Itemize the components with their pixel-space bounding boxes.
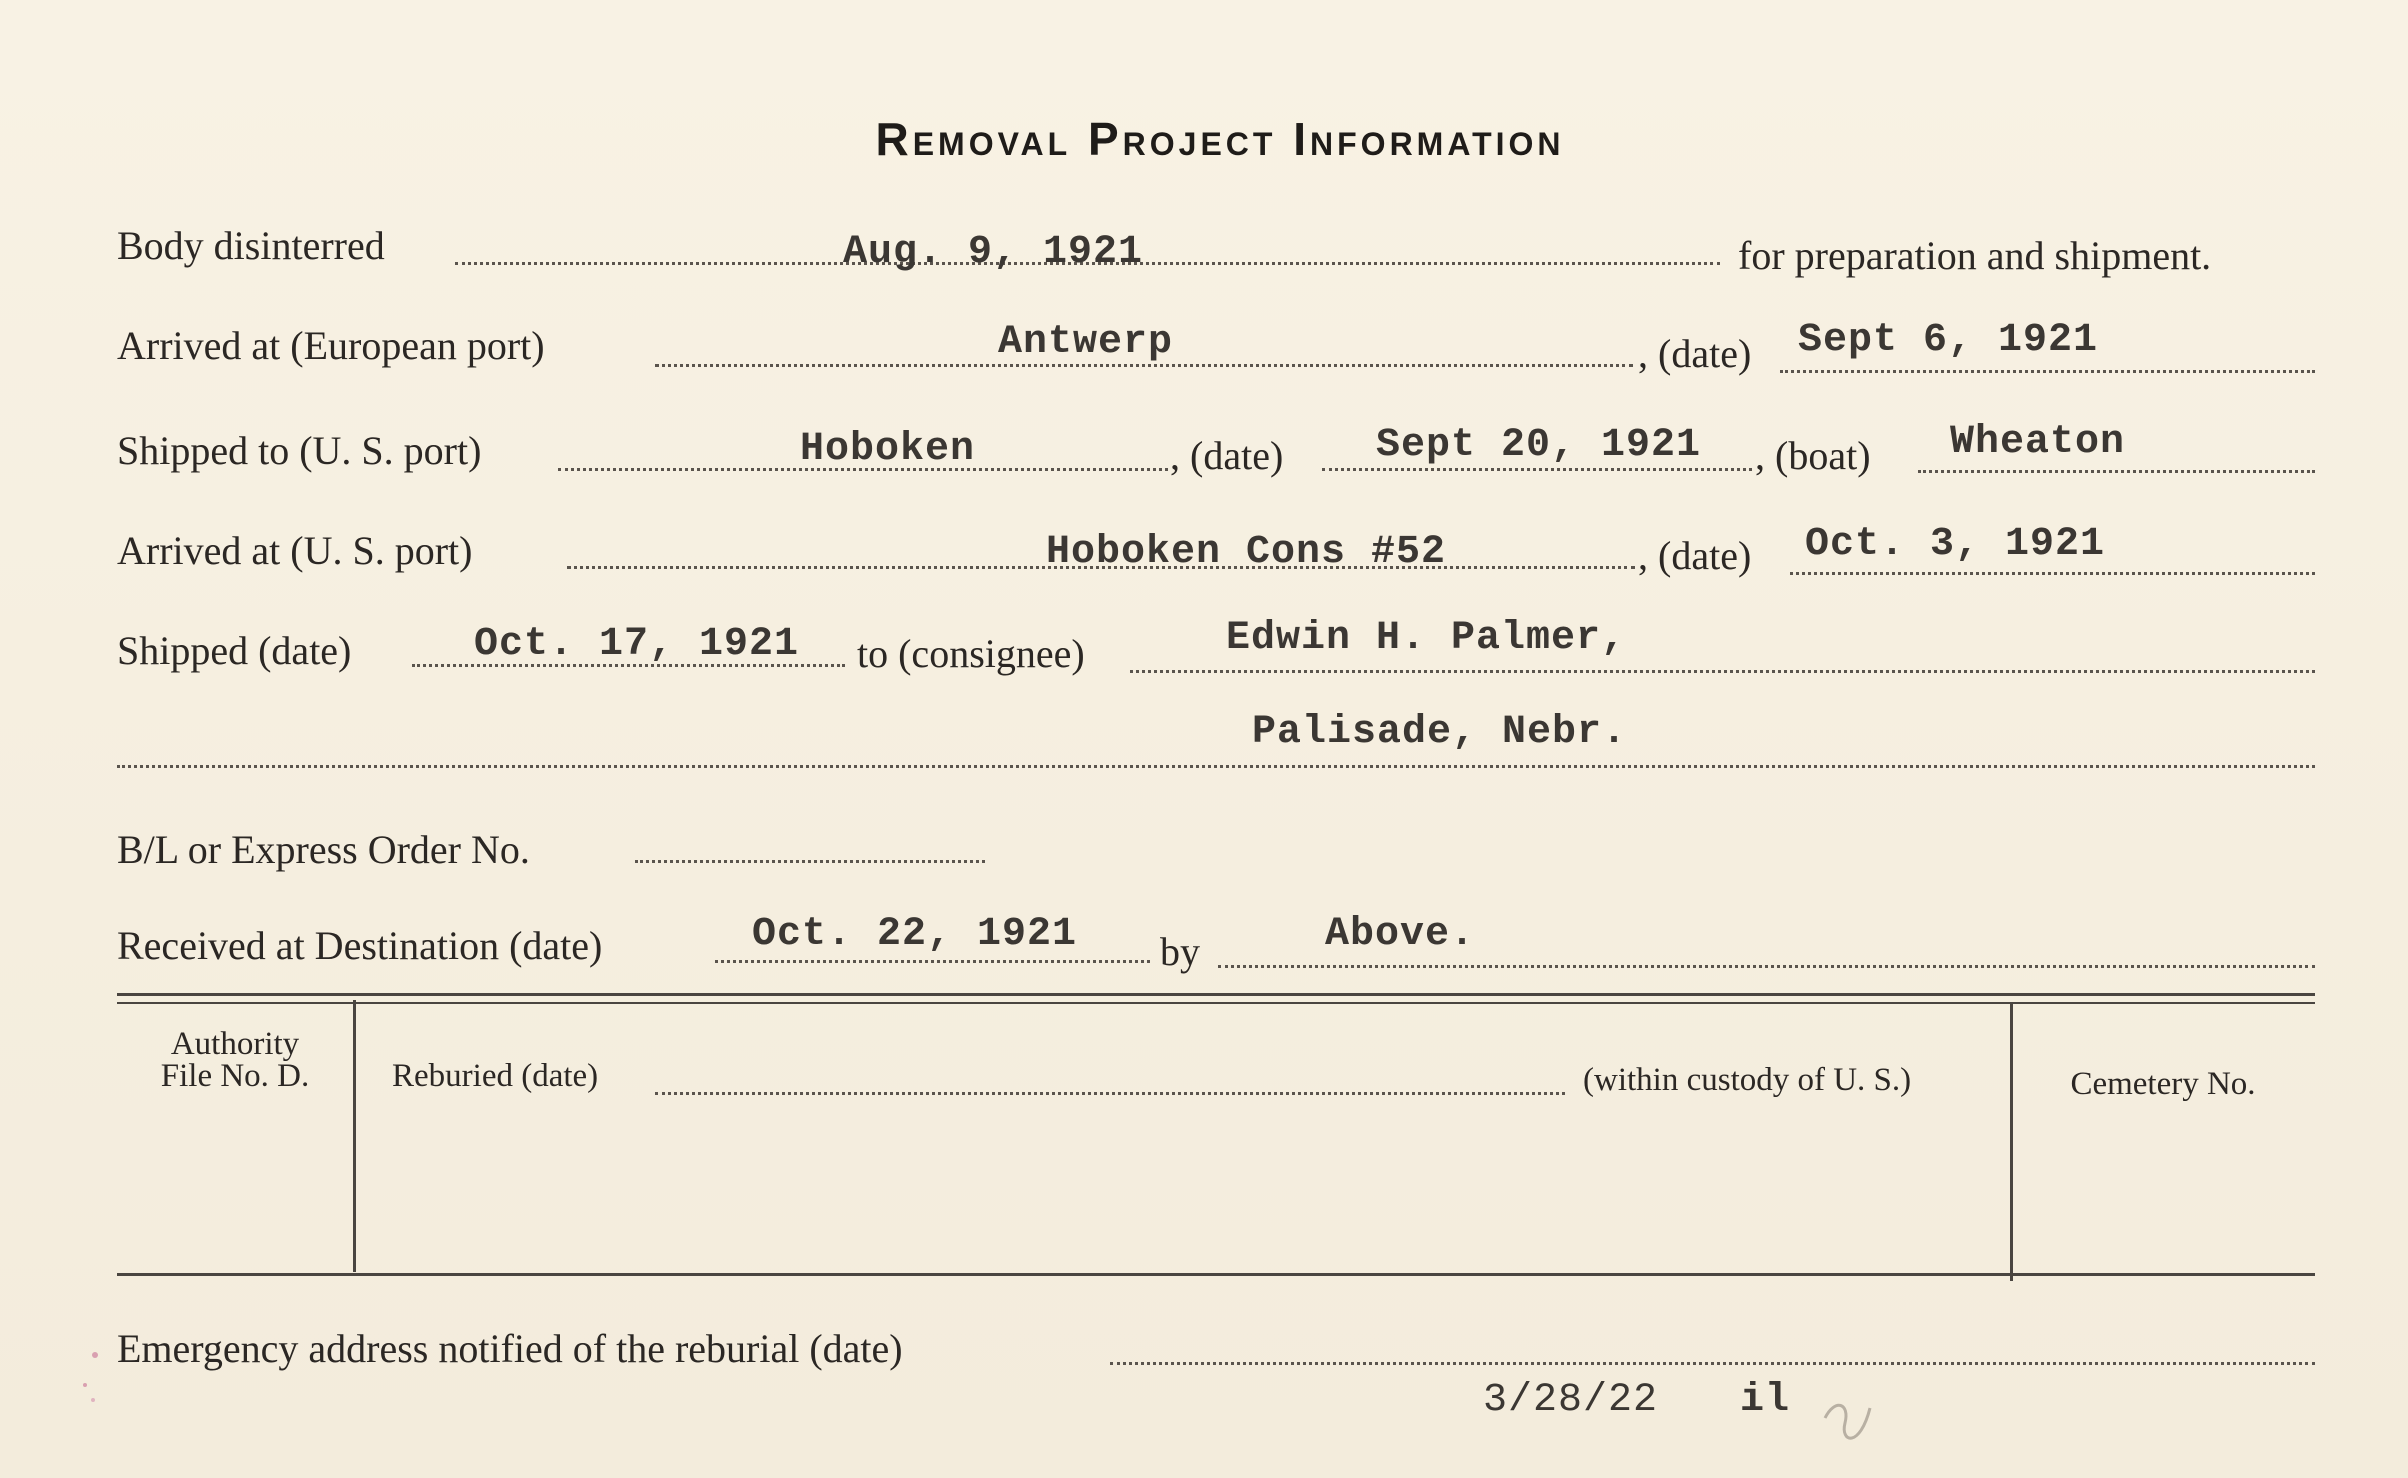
shipped-us-boat-line — [1918, 470, 2315, 473]
emergency-line — [1110, 1362, 2315, 1365]
reburied-label: Reburied (date) — [392, 1058, 599, 1094]
arrived-us-value: Hoboken Cons #52 — [1046, 530, 1447, 575]
european-port-date-label: , (date) — [1638, 331, 1752, 376]
received-date-value: Oct. 22, 1921 — [752, 912, 1078, 957]
received-by-label: by — [1160, 929, 1200, 974]
margin-mark — [75, 1345, 115, 1420]
margin-dot-icon — [75, 1345, 115, 1415]
stamp-date: 3/28/22 — [1483, 1378, 1659, 1423]
received-date-line — [715, 960, 1150, 963]
arrived-us-label: Arrived at (U. S. port) — [117, 528, 473, 573]
cemetery-label: Cemetery No. — [2070, 1066, 2256, 1102]
disinterred-suffix: for preparation and shipment. — [1738, 233, 2212, 278]
shipped-us-boat-label: , (boat) — [1755, 433, 1871, 478]
consignee-label: to (consignee) — [857, 631, 1085, 676]
received-by-value: Above. — [1325, 912, 1476, 957]
table-divider-right — [2010, 1003, 2013, 1281]
shipped-us-boat-value: Wheaton — [1950, 420, 2126, 465]
disinterred-value: Aug. 9, 1921 — [843, 230, 1144, 275]
emergency-label: Emergency address notified of the reburial (date) — [117, 1326, 903, 1371]
received-label: Received at Destination (date) — [117, 923, 603, 968]
stamp-initials: il — [1740, 1378, 1791, 1423]
consignee-address: Palisade, Nebr. — [1252, 710, 1628, 755]
european-port-date-value: Sept 6, 1921 — [1798, 318, 2099, 363]
consignee-value: Edwin H. Palmer, — [1226, 616, 1627, 661]
shipped-us-date-label: , (date) — [1170, 433, 1284, 478]
arrived-us-date-line — [1790, 572, 2315, 575]
shipped-us-date-value: Sept 20, 1921 — [1376, 423, 1702, 468]
table-top-border-inner — [117, 1002, 2315, 1004]
authority-label-1: Authority — [170, 1026, 300, 1062]
received-by-line — [1218, 965, 2315, 968]
shipped-date-value: Oct. 17, 1921 — [474, 622, 800, 667]
disinterred-label: Body disinterred — [117, 223, 385, 268]
european-port-date-line — [1780, 370, 2315, 373]
european-port-value: Antwerp — [998, 320, 1174, 365]
shipped-us-value: Hoboken — [800, 427, 976, 472]
table-divider-left — [353, 1000, 356, 1272]
consignee-address-line — [117, 765, 2315, 768]
bl-label: B/L or Express Order No. — [117, 827, 530, 872]
pencil-scribble-icon — [1815, 1388, 1885, 1458]
shipped-us-label: Shipped to (U. S. port) — [117, 428, 482, 473]
european-port-label: Arrived at (European port) — [117, 323, 545, 368]
reburied-line — [655, 1092, 1565, 1095]
consignee-line — [1130, 670, 2315, 673]
shipped-label: Shipped (date) — [117, 628, 352, 673]
authority-label-2: File No. D. — [160, 1058, 310, 1094]
pencil-mark — [1815, 1388, 1885, 1469]
custody-label: (within custody of U. S.) — [1583, 1062, 1912, 1098]
arrived-us-date-value: Oct. 3, 1921 — [1805, 522, 2106, 567]
table-bottom-border — [117, 1273, 2315, 1276]
shipped-us-date-line — [1322, 468, 1752, 471]
card-title: Removal Project Information — [875, 113, 1565, 165]
table-top-border — [117, 993, 2315, 996]
arrived-us-date-label: , (date) — [1638, 533, 1752, 578]
bl-line — [635, 860, 985, 863]
